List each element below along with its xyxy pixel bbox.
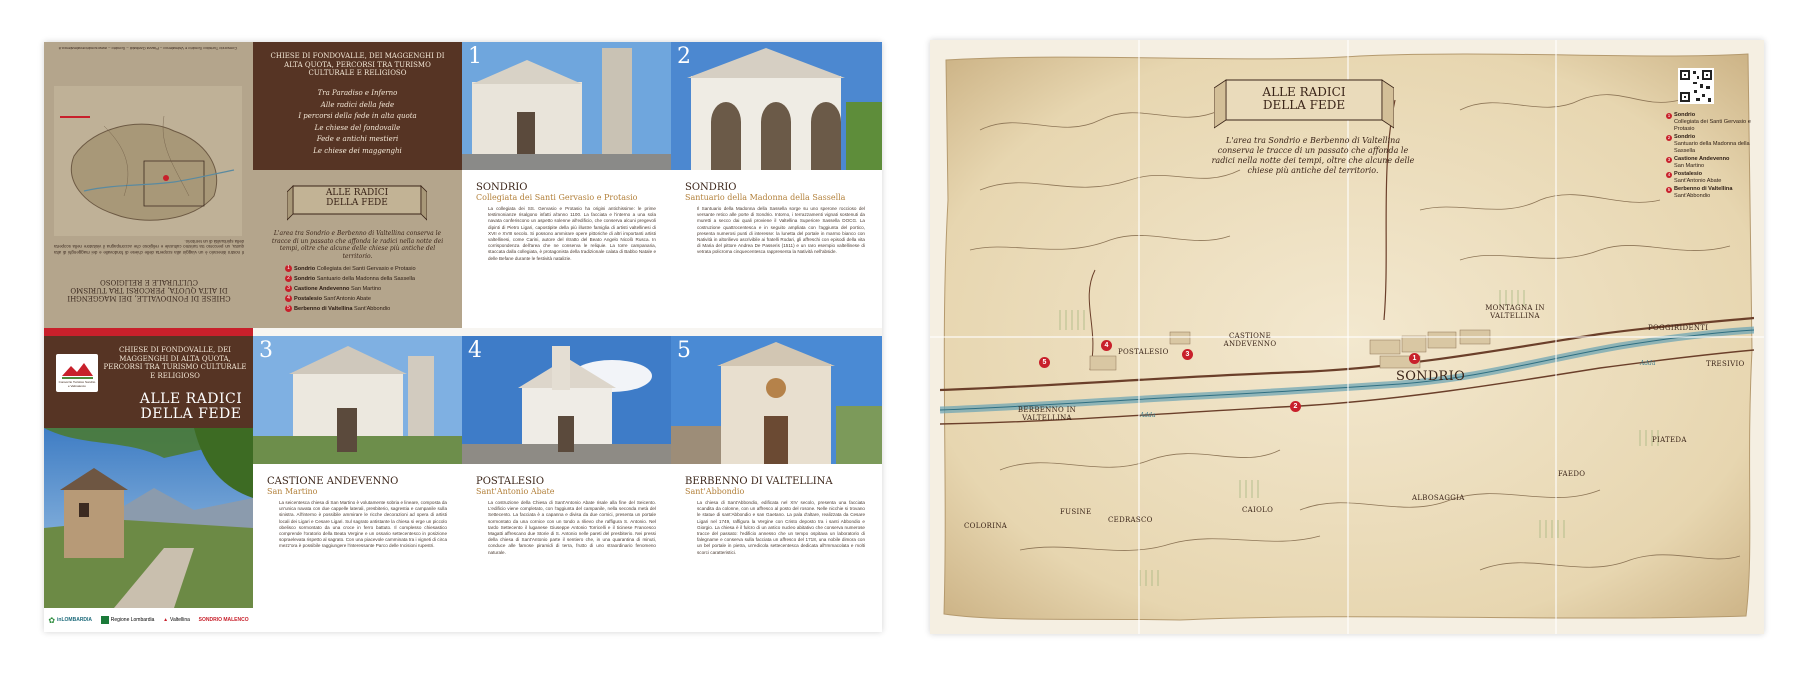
place-town: Postalesio xyxy=(294,296,322,302)
place-item xyxy=(285,284,455,294)
place-town: Castione Andevenno xyxy=(294,286,350,292)
logo-inlombardia-text: inLOMBARDIA xyxy=(57,617,93,623)
town-label: POSTALESIO xyxy=(1118,348,1169,356)
legend-town: Sondrio xyxy=(1674,112,1696,118)
town-label: POGGIRIDENTI xyxy=(1648,324,1709,332)
series-heading: CHIESE DI FONDOVALLE, DEI MAGGENGHI DI ALTA QUOTA, PERCORSI TRA TURISMO CULTURALE E RELIGIOSO xyxy=(270,52,445,77)
church-photo-5 xyxy=(671,336,882,464)
town-label: FAEDO xyxy=(1558,470,1586,478)
church-number: 2 xyxy=(677,44,691,69)
place-item xyxy=(285,304,455,314)
pin-icon: 5 xyxy=(285,305,292,312)
cover-title xyxy=(134,392,248,422)
place-town: Sondrio xyxy=(294,276,316,282)
place-item xyxy=(285,294,455,304)
legend-church: Sant'Abbondio xyxy=(1674,193,1711,199)
series-item: Le chiese dei maggenghi xyxy=(313,146,402,155)
fold-line xyxy=(930,336,1764,338)
church-text-panel-1 xyxy=(462,170,671,328)
pin-icon: 1 xyxy=(1667,112,1671,118)
intro-banner-line2: DELLA FEDE xyxy=(326,198,388,208)
town-label: PIATEDA xyxy=(1652,436,1687,444)
church-number: 4 xyxy=(468,338,482,363)
legend-town: Berbenno di Valtellina xyxy=(1674,186,1733,192)
place-church: Sant'Abbondio xyxy=(354,306,391,312)
map-intro-text: L'area tra Sondrio e Berbenno di Valtellina conserva le tracce di un passato che affonda le radici nella notte dei tempi, oltre che alcune delle chiese più antiche del territorio. xyxy=(1211,136,1415,175)
series-item: Fede e antichi mestieri xyxy=(316,135,399,143)
series-item: Le chiese del fondovalle xyxy=(314,123,401,132)
church-town: CASTIONE ANDEVENNO xyxy=(267,476,399,487)
back-cover-text: Il nostro itinerario è un viaggio alla scoperta delle chiese di fondovalle e dei maggenghi di alta quota, un percorso tra turismo culturale e religioso che accompagna il visitatore nella scoperta della spiritualità di un territorio. xyxy=(54,238,244,255)
map-pin-1[interactable]: 1 xyxy=(1409,353,1420,364)
intro-panel xyxy=(253,170,462,328)
cover-title-line1: ALLE RADICI xyxy=(139,391,243,407)
river-label: Adda xyxy=(1640,360,1656,367)
map-sheet xyxy=(930,40,1764,634)
intro-text: L'area tra Sondrio e Berbenno di Valtellina conserva le tracce di un passato che affonda le radici nella notte dei tempi, oltre che alcune delle chiese più antiche del territorio. xyxy=(271,230,444,260)
church-name: San Martino xyxy=(267,487,318,496)
town-label: SONDRIO xyxy=(1396,369,1466,384)
town-label: CASTIONE ANDEVENNO xyxy=(1223,332,1277,348)
church-name: Santuario della Madonna della Sassella xyxy=(685,193,846,202)
pin-icon: 2 xyxy=(285,275,292,282)
logo-sondrio-malenco-text: SONDRIO MALENCO xyxy=(198,617,249,623)
legend-item xyxy=(1666,171,1756,185)
legend-item xyxy=(1666,186,1756,200)
church-name: Collegiata dei Santi Gervasio e Protasio xyxy=(476,193,638,202)
map-legend xyxy=(1666,112,1756,201)
back-cover-credits: Consorzio Turistico Sondrio e Valmalenco – Piazza Garibaldi – Sondrio – www.sondrioevalmalenco.it xyxy=(58,46,238,51)
church-text-panel-2 xyxy=(671,170,882,328)
series-item: I percorsi della fede in alta quota xyxy=(298,112,417,120)
church-description: La collegiata dei SS. Gervasio e Protasio ha origini antichissime: le prime testimonianze risalgono infatti al'anno 1100. La facciata e l'interno a una sola navata conferiscono un aspetto solenne all'edificio, che conserva alcuni pregevoli dipinti di Pietro Ligari, capostipite della più illustre famiglia di artisti valtellinesi di XVII e XVIII secolo. Si possono ammirare opere pittoriche di altri importanti artisti valtellinesi, come Carini, autore del ritratto del Beato Angelo Nicolò Rusca. In corrispondenza dell'area che ne conserva le reliquie. La torre campanaria, staccata dalla collegiata, è protagonista della tradizionale calata di Babbo Natale e delle Befane durante le festività natalizie. xyxy=(488,206,656,261)
church-text-panel-5 xyxy=(671,464,882,632)
legend-item xyxy=(1666,156,1756,170)
town-label: CAIOLO xyxy=(1242,506,1274,514)
logo-regione-text: Regione Lombardia xyxy=(110,617,155,623)
church-description: La chiesa di Sant'Abbondio, edificata nel XIV secolo, presenta una facciata scandita da colonne, con un affresco al posto del rosone. Nelle nicchie si trovano le statue di sant'Abbondio e san Gaetano. La pala d'altare, realizzata da Cesare Ligari nel 1749, raffigura la Vergine con Cristo deposto tra i santi Abbondio e Giorgio. La chiesa è il fulcro di un antico nucleo abitativo che conserva numerose tracce del passato: l'edificio annesso che un tempo ospitava un laboratorio di falegname e conserva sulla facciata un affresco del 1718, una nobile dimora con un bel portale in pietra, un'edicola settecentesca dedicata all'Immacolata e molti scorci caratteristici. xyxy=(697,500,865,555)
map-title-line2: DELLA FEDE xyxy=(1262,98,1346,112)
place-church: Collegiata dei Santi Gervasio e Protasio xyxy=(316,266,416,272)
church-number: 1 xyxy=(468,44,482,69)
church-name: Sant'Antonio Abate xyxy=(476,487,555,496)
logo-valtellina xyxy=(163,617,190,623)
legend-item xyxy=(1666,134,1756,155)
town-label: FUSINE xyxy=(1060,508,1092,516)
map-pin-5[interactable]: 5 xyxy=(1039,357,1050,368)
legend-item xyxy=(1666,112,1756,133)
church-text-panel-4 xyxy=(462,464,671,632)
logo-sondrio-malenco xyxy=(199,617,249,623)
church-photo-2 xyxy=(671,42,882,170)
logo-caption: Consorzio Turistico Sondrio e Valmalenco xyxy=(58,380,96,388)
town-label: ALBOSAGGIA xyxy=(1412,494,1465,502)
pin-icon: 3 xyxy=(285,285,292,292)
legend-church: San Martino xyxy=(1674,163,1705,169)
pin-icon: 5 xyxy=(1667,186,1671,192)
church-town: POSTALESIO xyxy=(476,476,545,487)
church-description: La seicentesca chiesa di San Martino è volutamente sobria e lineare, composta da un'unica navata con due cappelle laterali, presbiterio, sagrestia e campanile sulla sinistra. All'interno è possibile ammirare le ricche decorazioni ad opera di artisti locali dei Ligari e Cesare Ligari. Sul sagrato antistante la chiesa si erge un piccolo obelisco sormontato da una croce in ferro battuto. Il complesso chiesastico comprende l'oratorio della Beata Vergine e un ossario settecentesco in posizione sopraelevata rispetto al sagrato. Con una piacevole camminata tra i vigneti di circa mezz'ora è possibile raggiungere l'interessante Parco delle Incisioni rupestri. xyxy=(279,500,447,549)
map-title xyxy=(1230,86,1378,112)
church-number: 3 xyxy=(259,338,273,363)
place-church: San Martino xyxy=(351,286,382,292)
place-item xyxy=(285,274,455,284)
town-label: BERBENNO IN VALTELLINA xyxy=(1017,406,1077,422)
legend-town: Postalesio xyxy=(1674,171,1702,177)
town-label: TRESIVIO xyxy=(1706,360,1745,368)
red-stripe xyxy=(44,328,253,336)
logo-inlombardia xyxy=(48,616,92,625)
legend-town: Sondrio xyxy=(1674,134,1696,140)
river-label: Adda xyxy=(1140,412,1156,419)
legend-church: Collegiata dei Santi Gervasio e Protasio xyxy=(1674,119,1751,132)
series-panel xyxy=(253,42,462,170)
legend-church: Sant'Antonio Abate xyxy=(1674,178,1722,184)
place-item xyxy=(285,264,455,274)
back-cover-panel xyxy=(44,42,253,328)
church-town: BERBENNO DI VALTELLINA xyxy=(685,476,833,487)
pin-icon: 4 xyxy=(285,295,292,302)
qr-code-icon xyxy=(1678,68,1714,104)
church-photo-3 xyxy=(253,336,462,464)
church-number: 5 xyxy=(677,338,691,363)
pin-icon: 1 xyxy=(285,265,292,272)
church-photo-4 xyxy=(462,336,671,464)
church-description: La costruzione della Chiesa di Sant'Antonio Abate risale alla fine del Seicento. L'edificio viene completato, con l'aggiunta del campanile, nella seconda metà del Settecento. La facciata è a capanna e divisa da due cornici, presenta un portale sormontato da una cornice con un tondo a rilievo che raffigura S. Antonio. Nel tardo Settecento il luganese Giuseppe Antonio Torricelli e il ticinese Francesco Magatti affrescano due Storie di S. Antonio nelle pareti del presbiterio. Nei pressi della chiesa di Sant'Antonio parte il sentiero che, in una quarantina di minuti, conduce alle famose piramidi di terra, frutto di uno straordinario fenomeno naturale. xyxy=(488,500,656,555)
leaf-icon: ✿ xyxy=(48,615,56,625)
consorzio-logo xyxy=(56,354,98,392)
legend-church: Santuario della Madonna della Sassella xyxy=(1674,141,1750,154)
church-town: SONDRIO xyxy=(685,182,737,193)
cover-photo xyxy=(44,428,253,608)
pin-icon: 3 xyxy=(1667,156,1671,162)
church-town: SONDRIO xyxy=(476,182,528,193)
map-pin-4[interactable]: 4 xyxy=(1101,340,1112,351)
map-title-line1: ALLE RADICI xyxy=(1262,85,1346,99)
place-church: Santuario della Madonna della Sassella xyxy=(316,276,415,282)
cover-subtitle: CHIESE DI FONDOVALLE, DEI MAGGENGHI DI ALTA QUOTA, PERCORSI TRA TURISMO CULTURALE E RELIGIOSO xyxy=(103,346,247,380)
place-church: Sant'Antonio Abate xyxy=(323,296,371,302)
series-item: Tra Paradiso e Inferno xyxy=(317,89,398,97)
intro-banner-line1: ALLE RADICI xyxy=(325,188,389,198)
logo-valtellina-text: Valtellina xyxy=(170,617,190,623)
town-label: CEDRASCO xyxy=(1108,516,1153,524)
church-name: Sant'Abbondio xyxy=(685,487,745,496)
series-item: Alle radici della fede xyxy=(320,100,395,109)
town-label: COLORINA xyxy=(964,522,1008,530)
logo-regione xyxy=(101,616,155,624)
back-cover-subtitle: CHIESE DI FONDOVALLE, DEI MAGGENGHI DI ALTA QUOTA, PERCORSI TRA TURISMO CULTURALE E RELIGIOSO xyxy=(67,278,231,302)
pin-icon: 4 xyxy=(1667,171,1671,177)
brochure-inside-spread xyxy=(44,42,882,632)
series-list xyxy=(267,88,448,157)
town-label: MONTAGNA IN VALTELLINA xyxy=(1485,304,1545,320)
cover-header xyxy=(44,336,253,428)
places-list xyxy=(285,264,455,314)
map-pin-2[interactable]: 2 xyxy=(1290,401,1301,412)
sponsor-logos xyxy=(44,608,253,632)
map-pin-3[interactable]: 3 xyxy=(1182,349,1193,360)
intro-banner-title xyxy=(287,188,427,208)
legend-town: Castione Andevenno xyxy=(1674,156,1730,162)
regione-emblem-icon xyxy=(101,616,109,624)
pin-icon: 2 xyxy=(1667,134,1671,140)
cover-title-line2: DELLA FEDE xyxy=(140,406,242,422)
overview-map xyxy=(54,86,242,236)
church-text-panel-3 xyxy=(253,464,462,632)
place-town: Berbenno di Valtellina xyxy=(294,306,353,312)
place-town: Sondrio xyxy=(294,266,316,272)
valtellina-icon: ▲ xyxy=(163,617,169,623)
church-description: Il Santuario della Madonna della Sassella sorge su uno sperone roccioso del versante retico alle porte di Sondrio. Intorno, i terrazzamenti vignati sostenuti da muretti a secco dai quali proviene il Valtellina Superiore Sassella DOCG. La costruzione quattrocentesca e in seguito ampliata con l'aggiunta del portico, presenta numerosi punti di interesse: la lunetta del portale in marmo bianco con Natività in altorilievo ascrivibile ai fratelli Rodari, gli affreschi con episodi della vita di Maria del pittore Andrea De Passeris (1511) e un raro esempio valtellinese di vetrata policroma cinquecentesca rappresenta la Natività nell'abside. xyxy=(697,206,865,255)
church-photo-1 xyxy=(462,42,671,170)
